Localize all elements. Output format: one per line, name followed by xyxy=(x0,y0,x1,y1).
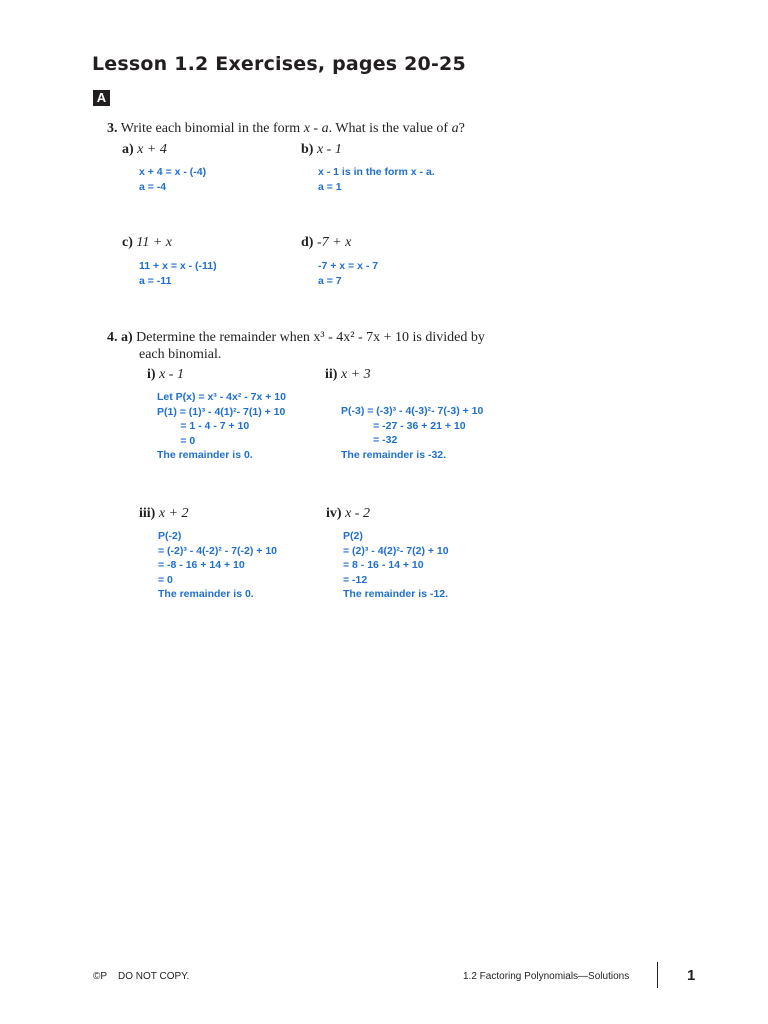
answer-line: x + 4 = x - (-4) xyxy=(139,166,207,178)
footer-divider xyxy=(657,962,658,988)
q3-prompt-mid: . What is the value of xyxy=(328,121,452,136)
answer-line: The remainder is -32. xyxy=(341,448,447,461)
answer-line: a = -4 xyxy=(139,180,167,193)
part-expr: x + 4 xyxy=(137,142,167,157)
part-label: iii) xyxy=(139,506,156,521)
part-expr: 11 + x xyxy=(136,235,173,250)
q3-prompt-pre: Write each binomial in the form xyxy=(120,121,304,136)
answer-line: a = 1 xyxy=(318,180,342,193)
q4-answer-iii xyxy=(158,529,277,602)
q4-part-ii xyxy=(325,367,371,383)
answer-line: 11 + x = x - (-11) xyxy=(139,260,217,272)
page-number: 1 xyxy=(687,967,696,984)
part-expr: x - 1 xyxy=(159,367,184,382)
part-expr: x - 2 xyxy=(345,506,370,521)
q3-prompt-end: ? xyxy=(458,121,465,136)
answer-line: = (2)³ - 4(2)²- 7(2) + 10 xyxy=(343,544,449,557)
part-expr: x + 2 xyxy=(158,506,189,521)
q3-part-a xyxy=(122,142,167,158)
answer-line: = -8 - 16 + 14 + 10 xyxy=(158,559,245,571)
part-label: i) xyxy=(147,367,156,382)
answer-line: The remainder is -12. xyxy=(343,588,449,600)
answer-line: x - 1 is in the form x - a. xyxy=(318,166,435,178)
answer-line: = 1 - 4 - 7 + 10 xyxy=(157,420,250,432)
part-label: ii) xyxy=(325,367,338,382)
part-label: c) xyxy=(122,235,133,250)
answer-line: = -12 xyxy=(343,573,368,586)
footer-chapter: 1.2 Factoring Polynomials—Solutions xyxy=(463,971,630,982)
q3-prompt-form: x - a xyxy=(303,121,329,136)
q4-part-iv xyxy=(326,506,370,522)
answer-line: -7 + x = x - 7 xyxy=(318,260,379,272)
answer-line: = 0 xyxy=(158,573,173,586)
q4-part-iii xyxy=(139,506,189,522)
answer-line: = (-2)³ - 4(-2)² - 7(-2) + 10 xyxy=(158,544,278,557)
footer-copyright: ©P xyxy=(93,971,108,982)
q3-part-c xyxy=(122,235,172,251)
question-4-prompt xyxy=(107,330,485,346)
q3-answer-c xyxy=(139,259,217,288)
answer-line: = 0 xyxy=(157,434,196,447)
answer-line: P(2) xyxy=(343,530,363,542)
q4-answer-i xyxy=(157,390,286,463)
q3-part-b xyxy=(301,142,342,158)
q4-prompt-line2: each binomial. xyxy=(139,347,222,362)
question-3-prompt xyxy=(107,121,465,137)
question-4-number: 4. xyxy=(107,330,118,345)
answer-line: = -27 - 36 + 21 + 10 xyxy=(341,419,466,432)
q3-part-d xyxy=(301,235,351,251)
question-3-number: 3. xyxy=(107,121,118,136)
answer-line: a = -11 xyxy=(139,274,172,287)
answer-line: Let P(x) = x³ - 4x² - 7x + 10 xyxy=(157,391,286,403)
answer-line: P(-2) xyxy=(158,530,182,542)
q3-answer-a xyxy=(139,165,206,194)
q3-prompt-var: a xyxy=(451,121,459,136)
question-4-part-label: a) xyxy=(121,330,133,345)
q4-part-i xyxy=(147,367,184,383)
q4-prompt-line1: Determine the remainder when x³ - 4x² - 7x + 10 is divided by xyxy=(136,330,485,345)
q3-answer-d xyxy=(318,259,378,288)
part-label: d) xyxy=(301,235,314,250)
part-expr: x - 1 xyxy=(316,142,342,157)
q4-answer-ii xyxy=(341,404,483,462)
answer-line: P(-3) = (-3)³ - 4(-3)²- 7(-3) + 10 xyxy=(341,405,484,417)
answer-line: The remainder is 0. xyxy=(158,588,254,600)
part-expr: -7 + x xyxy=(316,235,352,250)
q3-answer-b xyxy=(318,165,435,194)
part-expr: x + 3 xyxy=(340,367,371,382)
section-label: A xyxy=(93,90,110,106)
answer-line: = 8 - 16 - 14 + 10 xyxy=(343,559,424,571)
part-label: iv) xyxy=(326,506,342,521)
part-label: b) xyxy=(301,142,314,157)
answer-line: The remainder is 0. xyxy=(157,449,253,461)
part-label: a) xyxy=(122,142,134,157)
page-title: Lesson 1.2 Exercises, pages 20-25 xyxy=(92,53,466,75)
answer-line: = -32 xyxy=(341,434,398,446)
answer-line: P(1) = (1)³ - 4(1)²- 7(1) + 10 xyxy=(157,405,286,418)
q4-answer-iv xyxy=(343,529,449,602)
footer-notice: DO NOT COPY. xyxy=(118,971,190,982)
answer-line: a = 7 xyxy=(318,274,342,287)
